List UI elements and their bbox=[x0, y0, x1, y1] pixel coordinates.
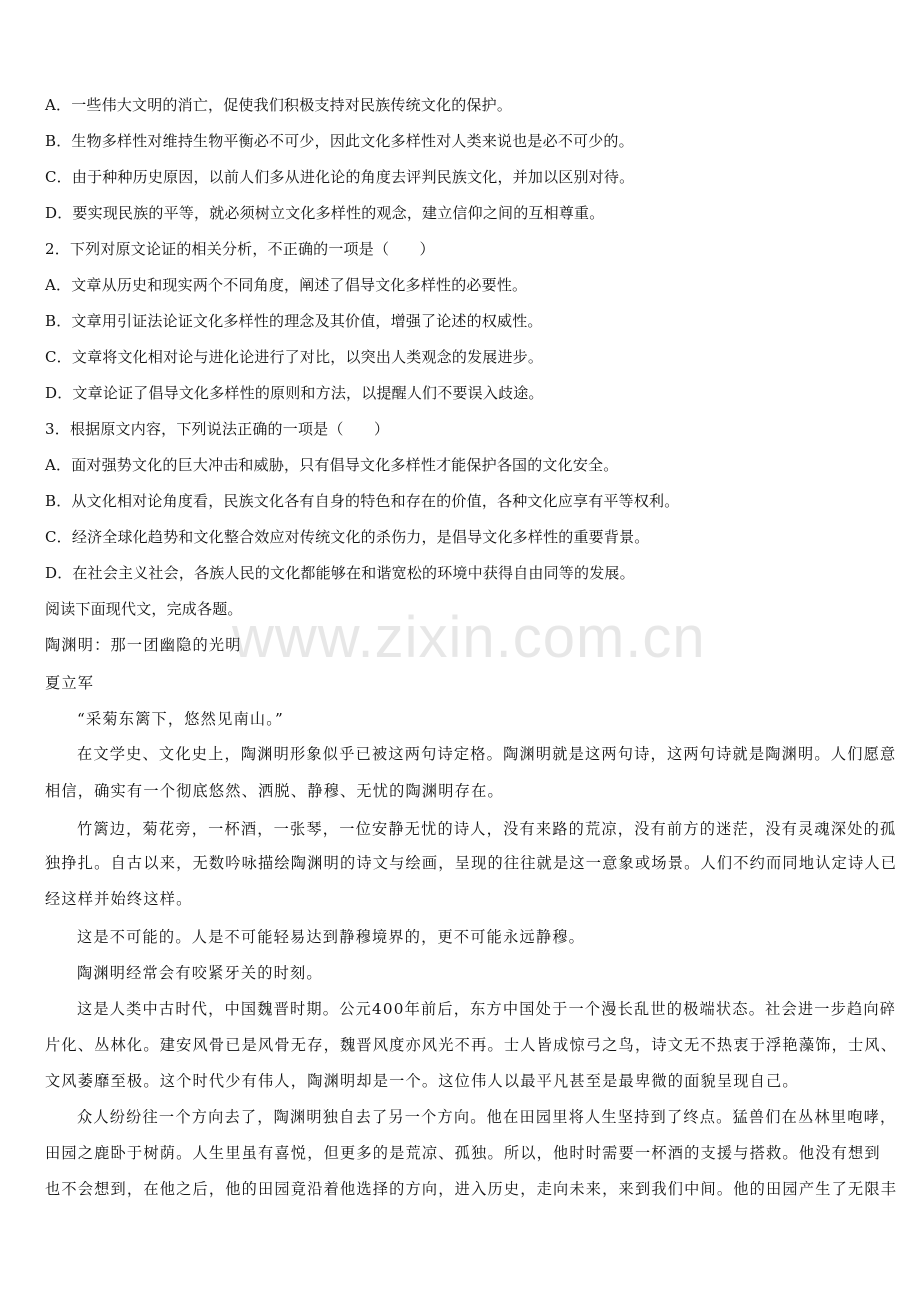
watermark: www.zixin.com.cn bbox=[232, 605, 706, 670]
reading-instruction: 阅读下面现代文，完成各题。 bbox=[45, 600, 243, 618]
q3-option-d: D．在社会主义社会，各族人民的文化都能够在和谐宽松的环境中获得自由同等的发展。 bbox=[45, 564, 635, 582]
article-line: 众人纷纷往一个方向去了，陶渊明独自去了另一个方向。他在田园里将人生坚持到了终点。猛兽们在丛林里咆哮， bbox=[77, 1108, 897, 1126]
article-line: 片化、丛林化。建安风骨已是风骨无存，魏晋风度亦风光不再。士人皆成惊弓之鸟，诗文无不热衷于浮艳藻饰，士风、 bbox=[45, 1036, 898, 1054]
article-line: 陶渊明经常会有咬紧牙关的时刻。 bbox=[77, 964, 323, 982]
article-title: 陶渊明：那一团幽隐的光明 bbox=[45, 636, 242, 654]
article-line: 竹篱边，菊花旁，一杯酒，一张琴，一位安静无忧的诗人，没有来路的荒凉，没有前方的迷茫，没有灵魂深处的孤 bbox=[77, 820, 897, 838]
article-line: 经这样并始终这样。 bbox=[45, 890, 193, 908]
article-line: 田园之鹿卧于树荫。人生里虽有喜悦，但更多的是荒凉、孤独。所以，他时时需要一杯酒的支援与搭救。他没有想到 bbox=[45, 1144, 881, 1162]
article-line: 这是不可能的。人是不可能轻易达到静穆境界的，更不可能永远静穆。 bbox=[77, 928, 586, 946]
article-line: 在文学史、文化史上，陶渊明形象似乎已被这两句诗定格。陶渊明就是这两句诗，这两句诗就是陶渊明。人们愿意 bbox=[77, 745, 897, 763]
article-line: 这是人类中古时代，中国魏晋时期。公元400年前后，东方中国处于一个漫长乱世的极端状态。社会进一步趋向碎 bbox=[77, 1000, 897, 1018]
article-line: 相信，确实有一个彻底悠然、洒脱、静穆、无忧的陶渊明存在。 bbox=[45, 782, 504, 800]
q1-option-b: B．生物多样性对维持生物平衡必不可少，因此文化多样性对人类来说也是必不可少的。 bbox=[45, 132, 634, 150]
q3-option-c: C．经济全球化趋势和文化整合效应对传统文化的杀伤力，是倡导文化多样性的重要背景。 bbox=[45, 528, 650, 546]
article-line: 独挣扎。自古以来，无数吟咏描绘陶渊明的诗文与绘画，呈现的往往就是这一意象或场景。人们不约而同地认定诗人已 bbox=[45, 854, 898, 872]
q3-option-b: B．从文化相对论角度看，民族文化各有自身的特色和存在的价值，各种文化应享有平等权利。 bbox=[45, 492, 680, 510]
q2-option-a: A．文章从历史和现实两个不同角度，阐述了倡导文化多样性的必要性。 bbox=[45, 276, 528, 294]
q2-option-b: B．文章用引证法论证文化多样性的理念及其价值，增强了论述的权威性。 bbox=[45, 312, 543, 330]
q2-option-c: C．文章将文化相对论与进化论进行了对比，以突出人类观念的发展进步。 bbox=[45, 348, 544, 366]
q3-option-a: A．面对强势文化的巨大冲击和威胁，只有倡导文化多样性才能保护各国的文化安全。 bbox=[45, 456, 619, 474]
article-author: 夏立军 bbox=[45, 674, 95, 692]
q3-stem: 3．根据原文内容，下列说法正确的一项是（ ） bbox=[45, 420, 390, 438]
article-line: 文风萎靡至极。这个时代少有伟人，陶渊明却是一个。这位伟人以最平凡甚至是最卑微的面貌呈现自己。 bbox=[45, 1072, 799, 1090]
q1-option-a: A．一些伟大文明的消亡，促使我们积极支持对民族传统文化的保护。 bbox=[45, 96, 513, 114]
article-line: “采菊东篱下，悠然见南山。” bbox=[77, 710, 284, 728]
article-line: 也不会想到，在他之后，他的田园竟沿着他选择的方向，进入历史，走向未来，来到我们中间。他的田园产生了无限丰 bbox=[45, 1180, 898, 1198]
q2-option-d: D．文章论证了倡导文化多样性的原则和方法，以提醒人们不要误入歧途。 bbox=[45, 384, 544, 402]
q1-option-d: D．要实现民族的平等，就必须树立文化多样性的观念，建立信仰之间的互相尊重。 bbox=[45, 204, 605, 222]
q1-option-c: C．由于种种历史原因，以前人们多从进化论的角度去评判民族文化，并加以区别对待。 bbox=[45, 168, 635, 186]
q2-stem: 2．下列对原文论证的相关分析，不正确的一项是（ ） bbox=[45, 240, 435, 258]
